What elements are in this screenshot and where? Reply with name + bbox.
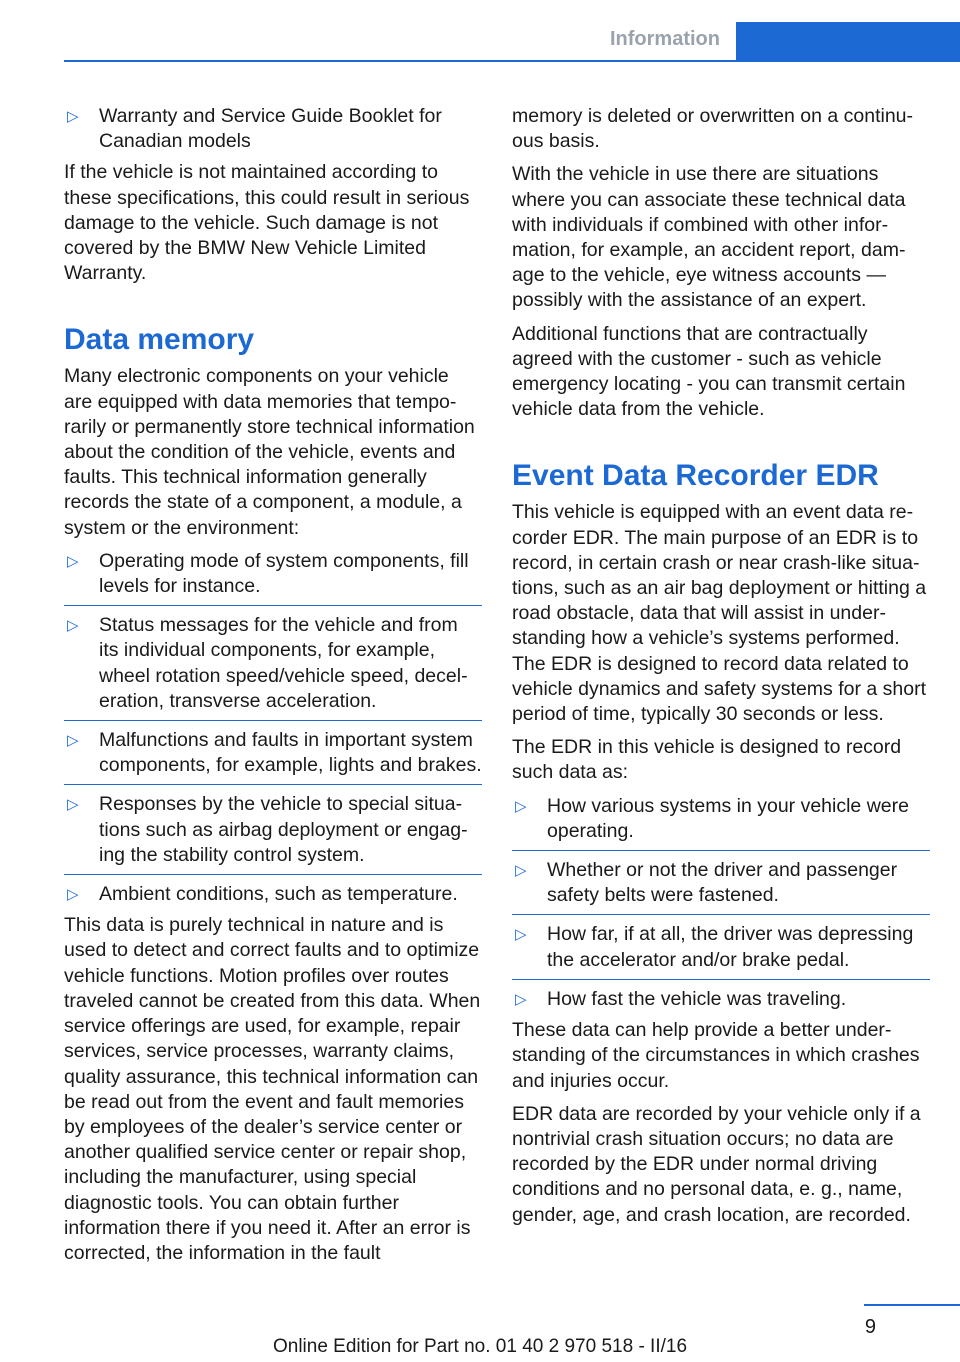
- footer-edition-text: Online Edition for Part no. 01 40 2 970 518 - II/16: [272, 1336, 688, 1357]
- heading-event-data-recorder: Event Data Recorder EDR: [512, 459, 879, 493]
- list-separator: [64, 874, 482, 875]
- paragraph: Many electronic components on your vehicle are equipped with data memories that temporarily or permanently store technical information about the condition of the vehicle, events and faults. This technical information generally records the state of a component, a module, a system or the environment:: [64, 365, 475, 539]
- right-column: [512, 104, 930, 1236]
- list-separator: [512, 979, 930, 980]
- list-separator: [64, 720, 482, 721]
- paragraph: The EDR in this vehicle is designed to record such data as:: [512, 736, 902, 784]
- list-separator: [64, 605, 482, 606]
- footer-rule: [864, 1304, 960, 1306]
- list-item: ▷ Responses by the vehicle to special situations such as airbag deployment or engaging the stability control system.: [67, 793, 468, 866]
- list-item: ▷ How fast the vehicle was traveling.: [512, 987, 930, 1012]
- heading-data-memory: Data memory: [64, 323, 255, 357]
- header-rule: [64, 60, 736, 62]
- triangle-bullet-icon: ▷: [67, 886, 79, 904]
- list-item: ▷ Warranty and Service Guide Booklet for Canadian models: [67, 105, 442, 153]
- paragraph: This vehicle is equipped with an event data recorder EDR. The main purpose of an EDR is to record, in certain crash or near crash-like situations, such as an air bag deployment or hitting a road obstacle, data that will assist in understanding how a vehicle’s systems performed. The EDR is designed to record data related to vehicle dynamics and safety systems for a short period of time, typically 30 seconds or less.: [512, 501, 927, 726]
- paragraph: EDR data are recorded by your vehicle only if a nontrivial crash situation occurs; no data are recorded by the EDR under normal driving conditions and no personal data, e. g., name, gender, age, and crash location, are recorded.: [512, 1102, 921, 1226]
- list-separator: [512, 850, 930, 851]
- triangle-bullet-icon: ▷: [515, 926, 527, 944]
- triangle-bullet-icon: ▷: [67, 732, 79, 750]
- paragraph: With the vehicle in use there are situations where you can associate these technical data with individuals if combined with other information, for example, an accident report, damage to the vehicle, eye witness accounts — possibly with the assistance of an expert.: [512, 163, 906, 312]
- triangle-bullet-icon: ▷: [67, 552, 79, 570]
- triangle-bullet-icon: ▷: [67, 617, 79, 635]
- paragraph: If the vehicle is not maintained according to these specifications, this could result in serious damage to the vehicle. Such damage is not covered by the BMW New Vehicle Limited Warranty.: [64, 161, 470, 285]
- list-separator: [64, 784, 482, 785]
- triangle-bullet-icon: ▷: [515, 797, 527, 815]
- list-item: ▷ Ambient conditions, such as temperature.: [64, 882, 482, 907]
- section-title: Information: [610, 28, 720, 50]
- list-item: ▷ Malfunctions and faults in important system components, for example, lights and brakes.: [67, 729, 482, 777]
- list-item: ▷ Operating mode of system components, fill levels for instance.: [67, 549, 469, 598]
- triangle-bullet-icon: ▷: [67, 108, 79, 125]
- list-item: ▷ How various systems in your vehicle were operating.: [515, 794, 909, 842]
- list-separator: [512, 914, 930, 915]
- triangle-bullet-icon: ▷: [515, 990, 527, 1008]
- paragraph: This data is purely technical in nature and is used to detect and correct faults and to optimize vehicle functions. Motion profiles over routes traveled cannot be created from this data. When service offerings are used, for example, repair services, service processes, warranty claims, quality assurance, this technical information can be read out from the event and fault memories by employees of the dealer’s service center or another qualified service center or repair shop, including the manufacturer, using special diagnostic tools. You can obtain further information there if you need it. After an error is corrected, the information in the fault: [64, 914, 481, 1264]
- paragraph: Additional functions that are contractually agreed with the customer - such as vehicle emergency locating - you can transmit certain vehicle data from the vehicle.: [512, 322, 906, 421]
- paragraph: memory is deleted or overwritten on a continuous basis.: [512, 105, 914, 153]
- header-accent-bar: [736, 22, 960, 62]
- page-number: 9: [864, 1316, 876, 1338]
- paragraph: These data can help provide a better understanding of the circumstances in which crashes and injuries occur.: [512, 1019, 920, 1092]
- left-column: [64, 104, 482, 1274]
- list-item: ▷ Whether or not the driver and passenger safety belts were fastened.: [515, 859, 898, 907]
- triangle-bullet-icon: ▷: [67, 796, 79, 814]
- list-item: ▷ Status messages for the vehicle and from its individual components, for example, wheel rotation speed/vehicle speed, deceleration, transverse acceleration.: [67, 614, 468, 712]
- list-item: ▷ How far, if at all, the driver was depressing the accelerator and/or brake pedal.: [515, 923, 914, 971]
- triangle-bullet-icon: ▷: [515, 862, 527, 880]
